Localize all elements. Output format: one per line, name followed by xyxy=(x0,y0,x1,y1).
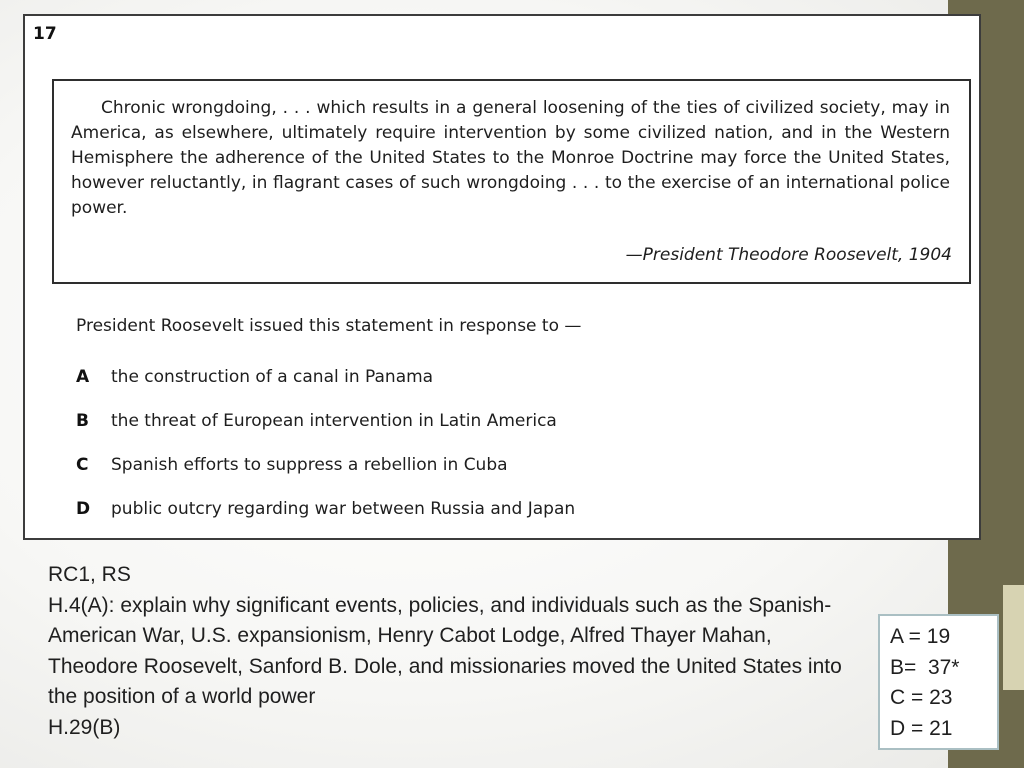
quote-text: Chronic wrongdoing, . . . which results in a general loosening of the ties of civilized society, may in America, as elsewhere, ultimately require intervention by some civilized nation, and in the Western Hemisphere the adherence of the United States to the Monroe Doctrine may force the United States, however reluctantly, in flagrant cases of such wrongdoing . . . to the exercise of an international police power. xyxy=(71,98,950,218)
results-box xyxy=(878,614,999,750)
question-stem: President Roosevelt issued this statement in response to — xyxy=(76,316,582,336)
result-d: D = 21 xyxy=(890,716,953,740)
quote-box xyxy=(52,79,971,284)
choice-text: Spanish efforts to suppress a rebellion in Cuba xyxy=(111,455,508,475)
secondary-standard: H.29(B) xyxy=(48,715,121,739)
choice-text: public outcry regarding war between Russia and Japan xyxy=(111,499,576,519)
choice-text: the construction of a canal in Panama xyxy=(111,367,434,387)
question-card xyxy=(23,14,981,540)
answer-choice-a[interactable] xyxy=(76,367,433,393)
category-label: RC1, RS xyxy=(48,563,131,586)
standards-notes xyxy=(48,560,848,743)
standard-description: H.4(A): explain why significant events, policies, and individuals such as the Spanish-American War, U.S. expansionism, Henry Cabot Lodge, Alfred Thayer Mahan, Theodore Roosevelt, Sanford B. Dole, and missionaries moved the United States into the position of a world power xyxy=(48,593,842,708)
result-c: C = 23 xyxy=(890,686,953,709)
choice-text: the threat of European intervention in Latin America xyxy=(111,411,557,431)
answer-choice-c[interactable] xyxy=(76,455,508,481)
choice-letter: C xyxy=(76,455,89,475)
side-accent-block xyxy=(1003,585,1024,690)
question-number: 17 xyxy=(33,24,57,44)
choice-letter: A xyxy=(76,367,90,387)
quote-attribution: —President Theodore Roosevelt, 1904 xyxy=(625,245,952,265)
answer-choice-b[interactable] xyxy=(76,411,557,437)
choice-letter: B xyxy=(76,411,89,431)
choice-letter: D xyxy=(76,499,91,519)
result-b: B= 37* xyxy=(890,655,960,679)
answer-choice-d[interactable] xyxy=(76,499,575,525)
result-a: A = 19 xyxy=(890,625,951,648)
